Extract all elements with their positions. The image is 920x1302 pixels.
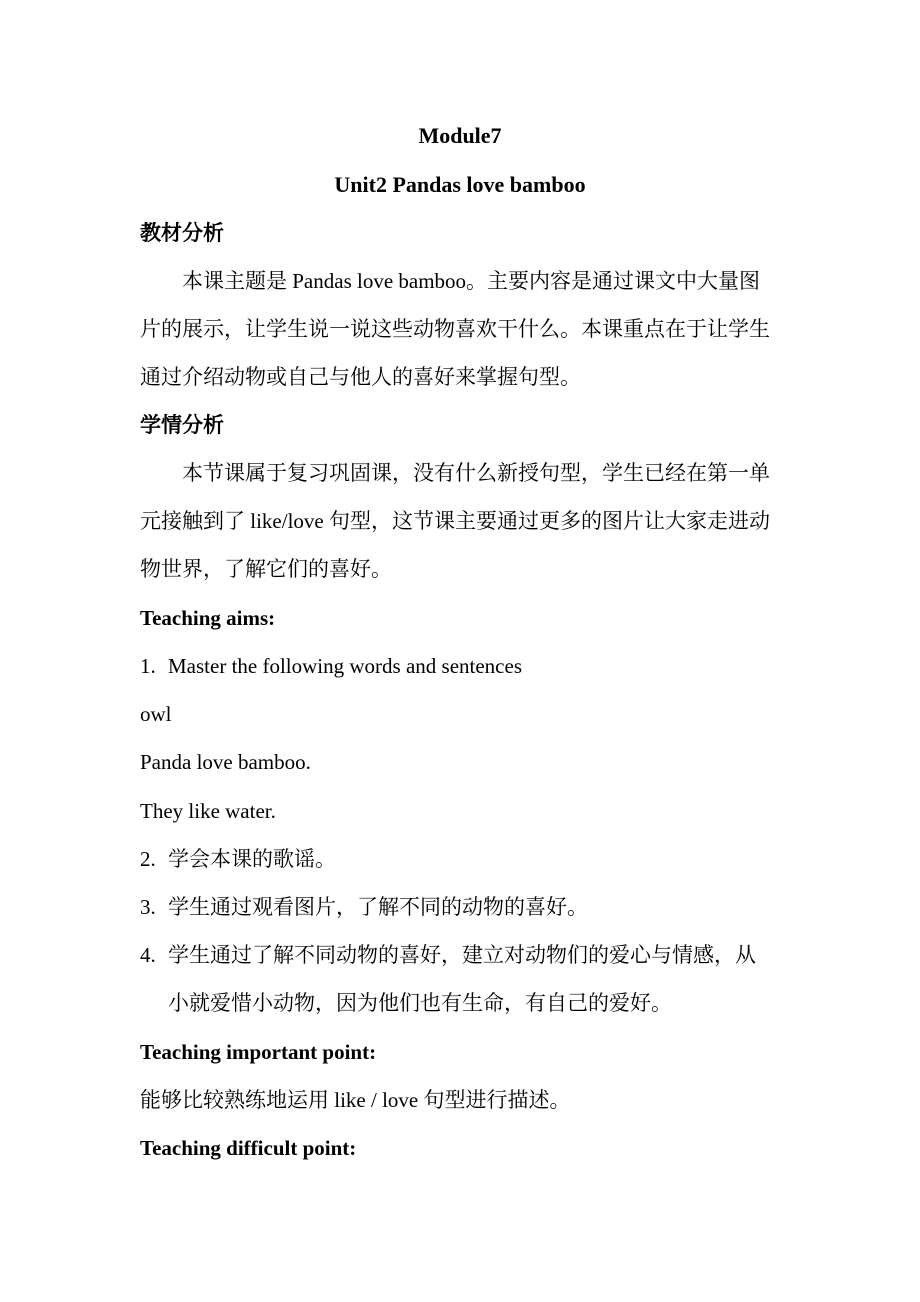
paragraph-line: 通过介绍动物或自己与他人的喜好来掌握句型。 xyxy=(140,365,581,389)
section-heading-teaching-aims: Teaching aims: xyxy=(140,606,276,630)
aim-number: 1. xyxy=(140,654,156,678)
paragraph-line: 本课主题是 Pandas love bamboo。主要内容是通过课文中大量图 xyxy=(182,269,761,293)
section-heading-important-point: Teaching important point: xyxy=(140,1040,377,1064)
important-point-text: 能够比较熟练地运用 like / love 句型进行描述。 xyxy=(140,1088,571,1112)
aim-text: 学生通过观看图片，了解不同的动物的喜好。 xyxy=(168,895,588,919)
paragraph-line: 片的展示，让学生说一说这些动物喜欢干什么。本课重点在于让学生 xyxy=(140,317,770,341)
section-heading-difficult-point: Teaching difficult point: xyxy=(140,1136,357,1160)
section-heading-material-analysis: 教材分析 xyxy=(140,221,224,245)
aim-item-4-continuation: 小就爱惜小动物，因为他们也有生命，有自己的爱好。 xyxy=(168,991,672,1015)
aim-item-4 xyxy=(140,940,756,970)
aim-item-2 xyxy=(140,844,336,874)
aim-number: 4. xyxy=(140,943,156,967)
paragraph-line: 物世界，了解它们的喜好。 xyxy=(140,557,392,581)
example-sentence: They like water. xyxy=(140,799,276,823)
paragraph-line: 元接触到了 like/love 句型，这节课主要通过更多的图片让大家走进动 xyxy=(140,509,770,533)
aim-text: Master the following words and sentences xyxy=(168,654,522,678)
aim-number: 3. xyxy=(140,895,156,919)
example-word: owl xyxy=(140,702,172,726)
aim-item-1 xyxy=(140,651,522,681)
aim-text: 学生通过了解不同动物的喜好，建立对动物们的爱心与情感，从 xyxy=(168,943,756,967)
aim-text: 学会本课的歌谣。 xyxy=(168,847,336,871)
paragraph-line: 本节课属于复习巩固课，没有什么新授句型，学生已经在第一单 xyxy=(182,461,770,485)
document-title: Module7 xyxy=(418,123,502,148)
section-heading-student-analysis: 学情分析 xyxy=(140,413,224,437)
aim-number: 2. xyxy=(140,847,156,871)
document-subtitle: Unit2 Pandas love bamboo xyxy=(334,172,586,197)
aim-item-3 xyxy=(140,892,588,922)
example-sentence: Panda love bamboo. xyxy=(140,750,311,774)
